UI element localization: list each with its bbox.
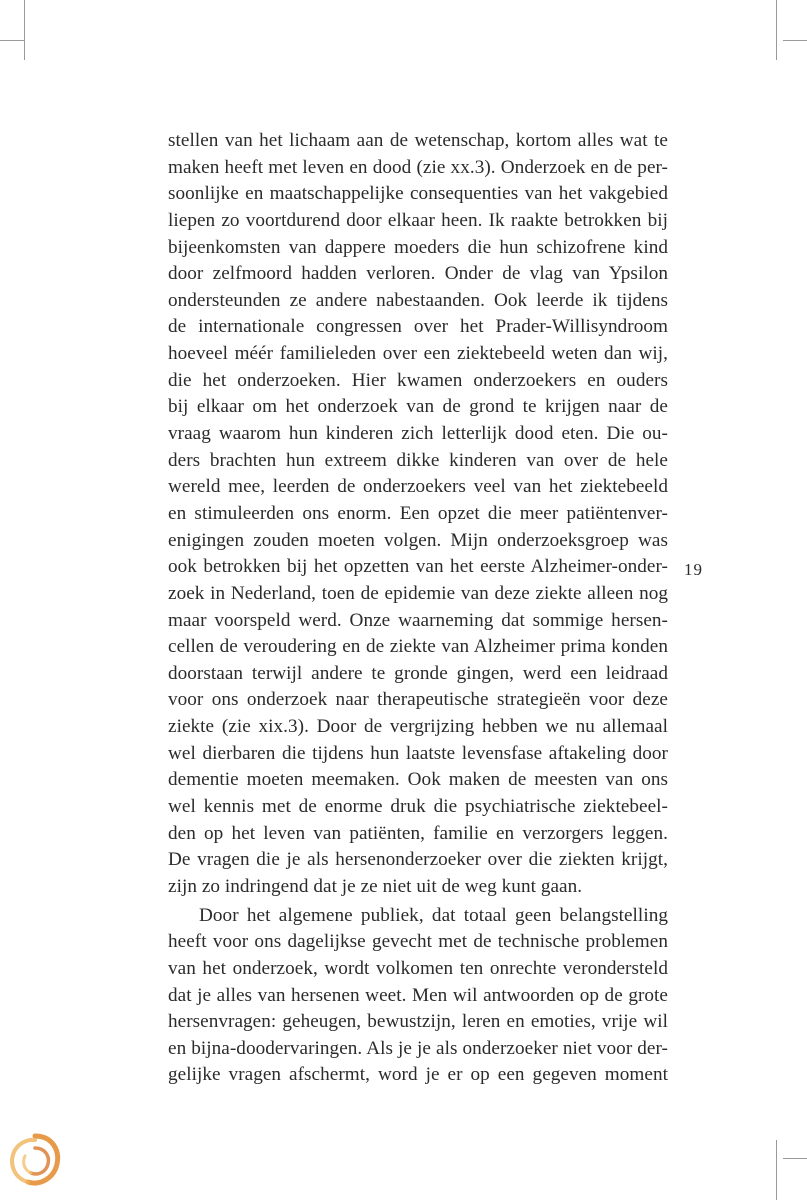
- text-line: hersenvragen: geheugen, bewustzijn, leren en emoties, vrije wil: [168, 1011, 668, 1033]
- text-line: vraag waarom hun kinderen zich letterlijk dood eten. Die ou-: [168, 423, 668, 445]
- text-line: dat je alles van hersenen weet. Men wil antwoorden op de grote: [168, 984, 668, 1006]
- text-line: wereld mee, leerden de onderzoekers veel van het ziektebeeld: [168, 476, 668, 498]
- crop-mark-bottom-right: [776, 1140, 777, 1200]
- text-line: Door het algemene publiek, dat totaal geen belangstelling: [199, 904, 668, 926]
- text-line: door zelfmoord hadden verloren. Onder de vlag van Ypsilon: [168, 263, 668, 285]
- text-line: bijeenkomsten van dappere moeders die hun schizofrene kind: [168, 236, 668, 258]
- swirl-logo-icon: [2, 1128, 68, 1194]
- crop-mark-top-left-horizontal: [0, 40, 24, 41]
- paragraph-1: [168, 128, 668, 901]
- text-line: bij elkaar om het onderzoek van de grond te krijgen naar de: [168, 396, 668, 418]
- text-line: De vragen die je als hersenonderzoeker over die ziekten krijgt,: [168, 849, 668, 871]
- page-number: 19: [684, 560, 703, 579]
- text-line: doorstaan terwijl andere te gronde gingen, werd een leidraad: [168, 662, 668, 684]
- crop-mark-top-left: [24, 0, 25, 60]
- text-line: ondersteunden ze andere nabestaanden. Ook leerde ik tijdens: [168, 289, 668, 311]
- text-line: wel dierbaren die tijdens hun laatste levensfase aftakeling door: [168, 742, 668, 764]
- paragraph-2: [168, 903, 668, 1089]
- text-line: dementie moeten meemaken. Ook maken de meesten van ons: [168, 769, 668, 791]
- text-line: cellen de veroudering en de ziekte van Alzheimer prima konden: [168, 636, 668, 658]
- text-line: de internationale congressen over het Prader-Willisyndroom: [168, 316, 668, 338]
- text-line: maar voorspeld werd. Onze waarneming dat sommige hersen-: [168, 609, 668, 631]
- text-line: en bijna-doodervaringen. Als je je als onderzoeker niet voor der-: [168, 1037, 668, 1059]
- page-body-text: [168, 128, 668, 1089]
- text-line: ders brachten hun extreem dikke kinderen van over de hele: [168, 449, 668, 471]
- text-line: voor ons onderzoek naar therapeutische strategieën voor deze: [168, 689, 668, 711]
- text-line: maken heeft met leven en dood (zie xx.3). Onderzoek en de per-: [168, 156, 668, 178]
- text-line: van het onderzoek, wordt volkomen ten onrechte verondersteld: [168, 957, 668, 979]
- crop-mark-top-right: [776, 0, 777, 60]
- crop-mark-bottom-right-horizontal: [783, 1158, 807, 1159]
- text-line: heeft voor ons dagelijkse gevecht met de technische problemen: [168, 931, 668, 953]
- text-line: wel kennis met de enorme druk die psychiatrische ziektebeel-: [168, 796, 668, 818]
- text-line: den op het leven van patiënten, familie en verzorgers leggen.: [168, 822, 668, 844]
- text-line: ziekte (zie xix.3). Door de vergrijzing hebben we nu allemaal: [168, 716, 668, 738]
- text-line: die het onderzoeken. Hier kwamen onderzoekers en ouders: [168, 369, 668, 391]
- text-line: enigingen zouden moeten volgen. Mijn onderzoeksgroep was: [168, 529, 668, 551]
- text-line: soonlijke en maatschappelijke consequenties van het vakgebied: [168, 183, 668, 205]
- text-line: liepen zo voortdurend door elkaar heen. Ik raakte betrokken bij: [168, 209, 668, 231]
- text-line: hoeveel méér familieleden over een ziektebeeld weten dan wij,: [168, 343, 668, 365]
- text-line: zijn zo indringend dat je ze niet uit de weg kunt gaan.: [168, 875, 583, 897]
- crop-mark-top-right-horizontal: [783, 40, 807, 41]
- text-line: gelijke vragen afschermt, word je er op een gegeven moment: [168, 1064, 668, 1086]
- text-line: ook betrokken bij het opzetten van het eerste Alzheimer-onder-: [168, 556, 668, 578]
- text-line: stellen van het lichaam aan de wetenschap, kortom alles wat te: [168, 130, 668, 151]
- text-line: zoek in Nederland, toen de epidemie van deze ziekte alleen nog: [168, 582, 668, 604]
- text-line: en stimuleerden ons enorm. Een opzet die meer patiëntenver-: [168, 502, 668, 524]
